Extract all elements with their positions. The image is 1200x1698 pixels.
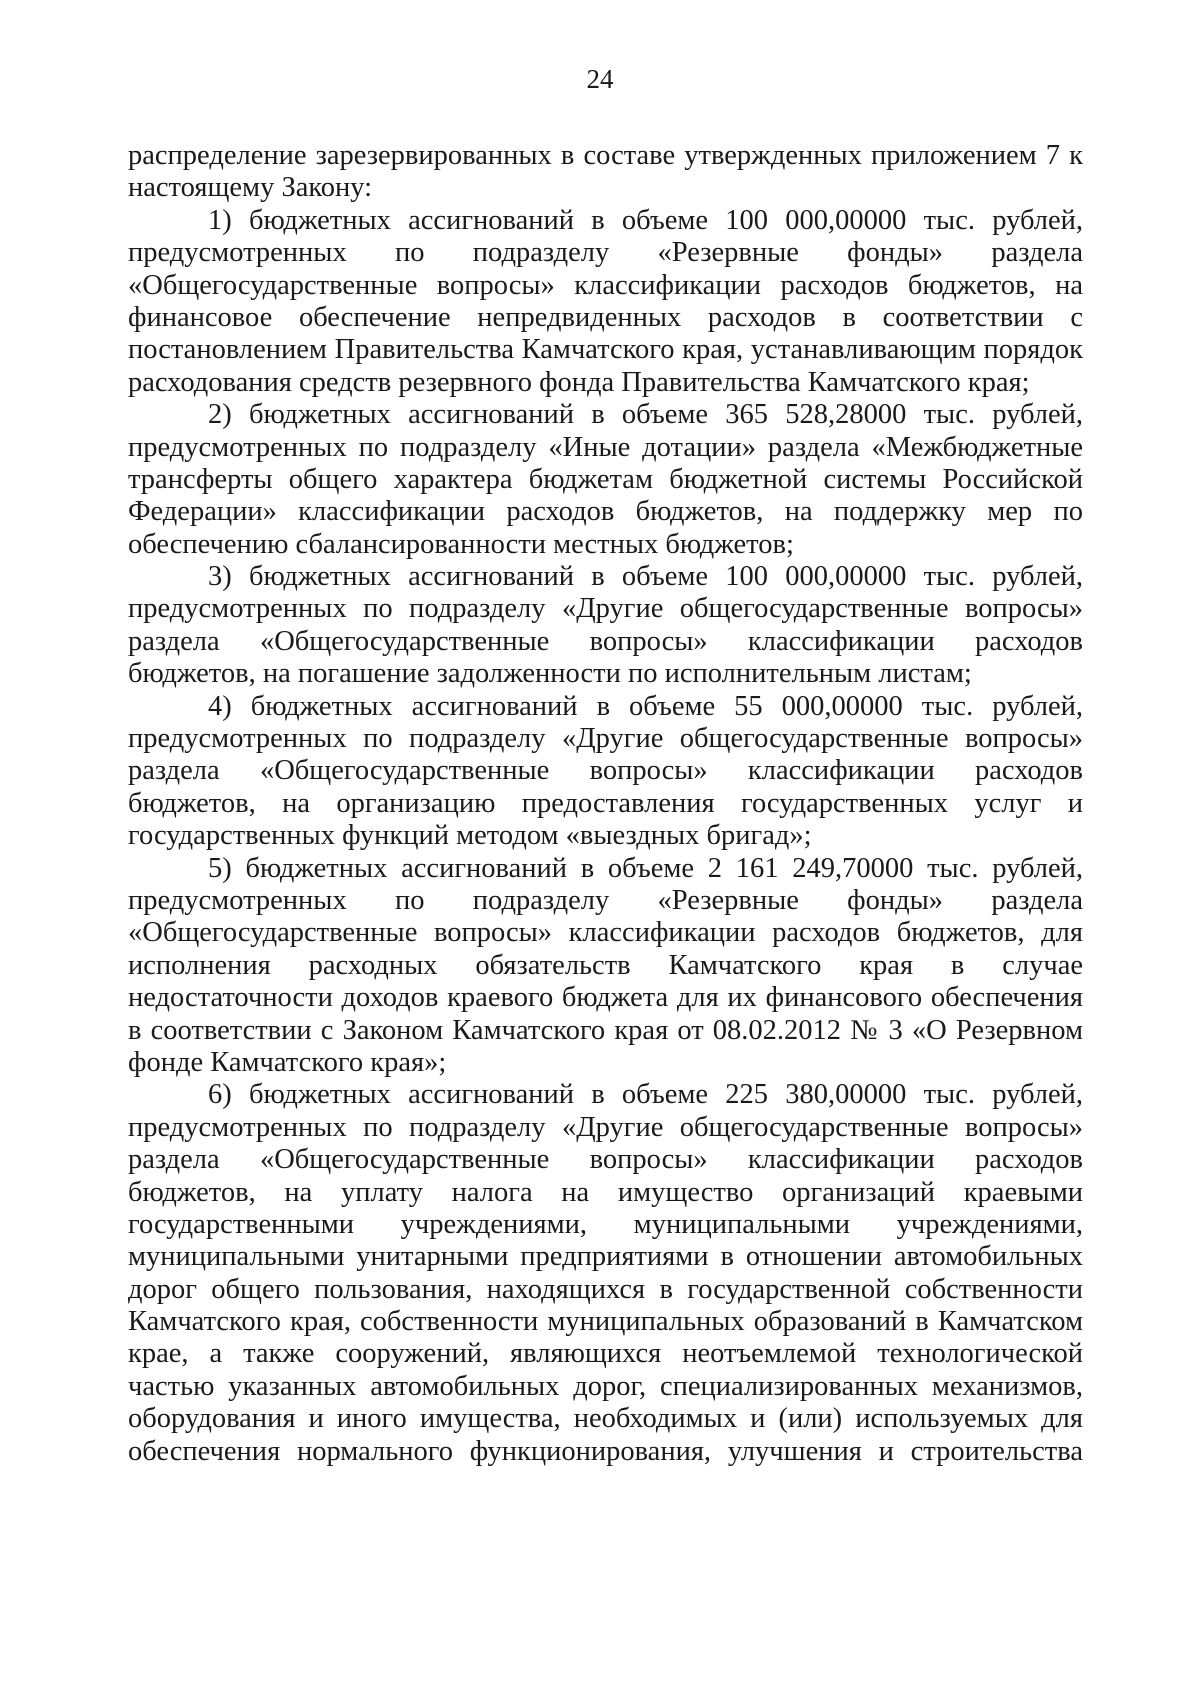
- text-line: постановлением Правительства Камчатского края, устанавливающим порядок: [128, 334, 1083, 366]
- text-line: «Общегосударственные вопросы» классификации расходов бюджетов, на: [128, 269, 1083, 301]
- paragraph: [128, 561, 1083, 691]
- text-line: обеспечения нормального функционирования, улучшения и строительства: [128, 1435, 1083, 1467]
- page-number: 24: [586, 64, 614, 94]
- text-line: «Общегосударственные вопросы» классификации расходов бюджетов, для: [128, 917, 1083, 949]
- paragraph: [128, 140, 1083, 205]
- paragraph: [128, 1079, 1083, 1468]
- paragraph: [128, 399, 1083, 561]
- text-line: государственными учреждениями, муниципальными учреждениями,: [128, 1208, 1083, 1240]
- text-line: предусмотренных по подразделу «Иные дотации» раздела «Межбюджетные: [128, 431, 1083, 463]
- text-line: 4) бюджетных ассигнований в объеме 55 000,00000 тыс. рублей,: [208, 690, 1083, 722]
- text-line: бюджетов, на организацию предоставления государственных услуг и: [128, 787, 1083, 819]
- text-line: обеспечению сбалансированности местных бюджетов;: [128, 528, 794, 560]
- text-line: в соответствии с Законом Камчатского края от 08.02.2012 № 3 «О Резервном: [128, 1014, 1083, 1046]
- text-line: раздела «Общегосударственные вопросы» классификации расходов: [128, 755, 1083, 787]
- text-line: исполнения расходных обязательств Камчатского края в случае: [128, 949, 1083, 981]
- text-line: Федерации» классификации расходов бюджетов, на поддержку мер по: [128, 496, 1083, 528]
- paragraph: [128, 691, 1083, 853]
- text-line: трансферты общего характера бюджетам бюджетной системы Российской: [128, 463, 1083, 495]
- text-line: бюджетов, на погашение задолженности по исполнительным листам;: [128, 658, 972, 690]
- text-line: 6) бюджетных ассигнований в объеме 225 380,00000 тыс. рублей,: [208, 1079, 1083, 1111]
- text-line: настоящему Закону:: [128, 172, 373, 204]
- text-line: 5) бюджетных ассигнований в объеме 2 161 249,70000 тыс. рублей,: [208, 852, 1083, 884]
- text-line: раздела «Общегосударственные вопросы» классификации расходов: [128, 1144, 1083, 1176]
- text-line: распределение зарезервированных в составе утвержденных приложением 7 к: [128, 140, 1083, 171]
- document-body: [128, 140, 1083, 1468]
- text-line: муниципальными унитарными предприятиями в отношении автомобильных: [128, 1241, 1083, 1273]
- text-line: раздела «Общегосударственные вопросы» классификации расходов: [128, 625, 1083, 657]
- text-line: предусмотренных по подразделу «Резервные фонды» раздела: [128, 237, 1083, 269]
- text-line: оборудования и иного имущества, необходимых и (или) используемых для: [128, 1403, 1083, 1435]
- text-line: предусмотренных по подразделу «Резервные фонды» раздела: [128, 884, 1083, 916]
- text-line: финансовое обеспечение непредвиденных расходов в соответствии с: [128, 301, 1083, 333]
- text-line: государственных функций методом «выездных бригад»;: [128, 820, 812, 852]
- text-line: 1) бюджетных ассигнований в объеме 100 000,00000 тыс. рублей,: [208, 204, 1083, 236]
- text-line: крае, а также сооружений, являющихся неотъемлемой технологической: [128, 1338, 1083, 1370]
- text-line: Камчатского края, собственности муниципальных образований в Камчатском: [128, 1306, 1083, 1338]
- paragraph: [128, 853, 1083, 1080]
- text-line: 2) бюджетных ассигнований в объеме 365 528,28000 тыс. рублей,: [208, 399, 1083, 431]
- text-line: недостаточности доходов краевого бюджета для их финансового обеспечения: [128, 982, 1083, 1014]
- text-line: предусмотренных по подразделу «Другие общегосударственные вопросы»: [128, 1111, 1083, 1143]
- paragraph: [128, 205, 1083, 399]
- text-line: дорог общего пользования, находящихся в государственной собственности: [128, 1273, 1083, 1305]
- text-line: расходования средств резервного фонда Правительства Камчатского края;: [128, 366, 1030, 398]
- text-line: предусмотренных по подразделу «Другие общегосударственные вопросы»: [128, 723, 1083, 755]
- text-line: частью указанных автомобильных дорог, специализированных механизмов,: [128, 1370, 1083, 1402]
- text-line: предусмотренных по подразделу «Другие общегосударственные вопросы»: [128, 593, 1083, 625]
- text-line: фонде Камчатского края»;: [128, 1046, 447, 1078]
- text-line: бюджетов, на уплату налога на имущество организаций краевыми: [128, 1176, 1083, 1208]
- text-line: 3) бюджетных ассигнований в объеме 100 000,00000 тыс. рублей,: [208, 561, 1083, 593]
